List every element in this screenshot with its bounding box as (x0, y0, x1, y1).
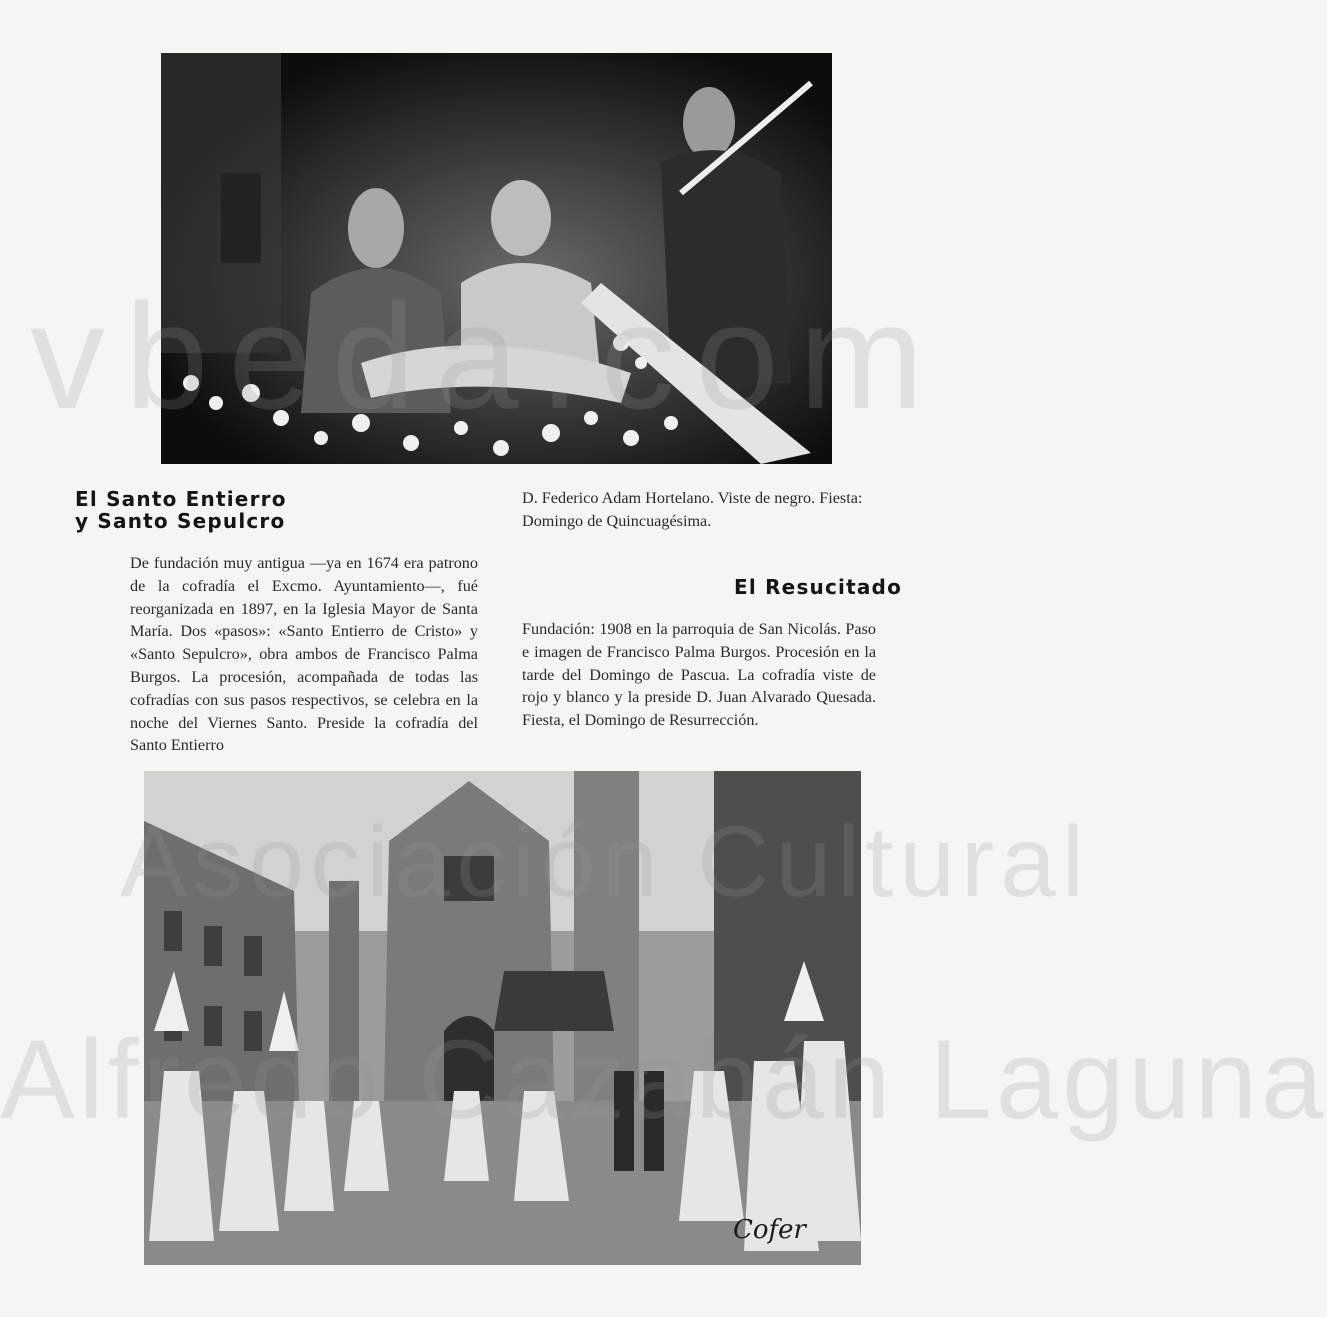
section-title-line-1: El Santo Entierro (75, 487, 287, 511)
religious-sculpture-photo-icon (161, 53, 832, 464)
section-title-santo-entierro (75, 488, 287, 532)
santo-entierro-photo (161, 53, 832, 464)
santo-entierro-continuation: D. Federico Adam Hortelano. Viste de negro. Fiesta: Domingo de Quincuagésima. (522, 489, 863, 530)
resucitado-body: Fundación: 1908 en la parroquia de San Nicolás. Paso e imagen de Francisco Palma Burgos. Procesión en la tarde del Domingo de Pascua. La cofradía viste de rojo y blanco y la preside D. Juan Alvarado Quesada. Fiesta, el Domingo de Resurrección. (522, 620, 876, 730)
section-title-line-2: y Santo Sepulcro (75, 509, 286, 533)
photographer-signature: Cofer (733, 1215, 806, 1245)
procession-photo-icon (144, 771, 861, 1265)
santo-entierro-body: De fundación muy antigua —ya en 1674 era patrono de la cofradía el Excmo. Ayuntamiento—, fué reorganizada en 1897, en la Iglesia Mayor de Santa María. Dos «pasos»: «Santo Entierro de Cristo» y «Santo Sepulcro», obra ambos de Francisco Palma Burgos. La procesión, acompañada de todas las cofradías con sus pasos respectivos, se celebra en la noche del Viernes Santo. Preside la cofradía del Santo Entierro (130, 554, 478, 755)
watermark-line-3: Alfredo Cazabán Laguna (0, 1017, 1327, 1142)
watermark-line-1: vbeda.com (30, 272, 944, 440)
procession-photo (144, 771, 861, 1265)
section-title-resucitado: El Resucitado (734, 575, 903, 599)
watermark-line-2: Asociación Cultural (120, 806, 1090, 918)
